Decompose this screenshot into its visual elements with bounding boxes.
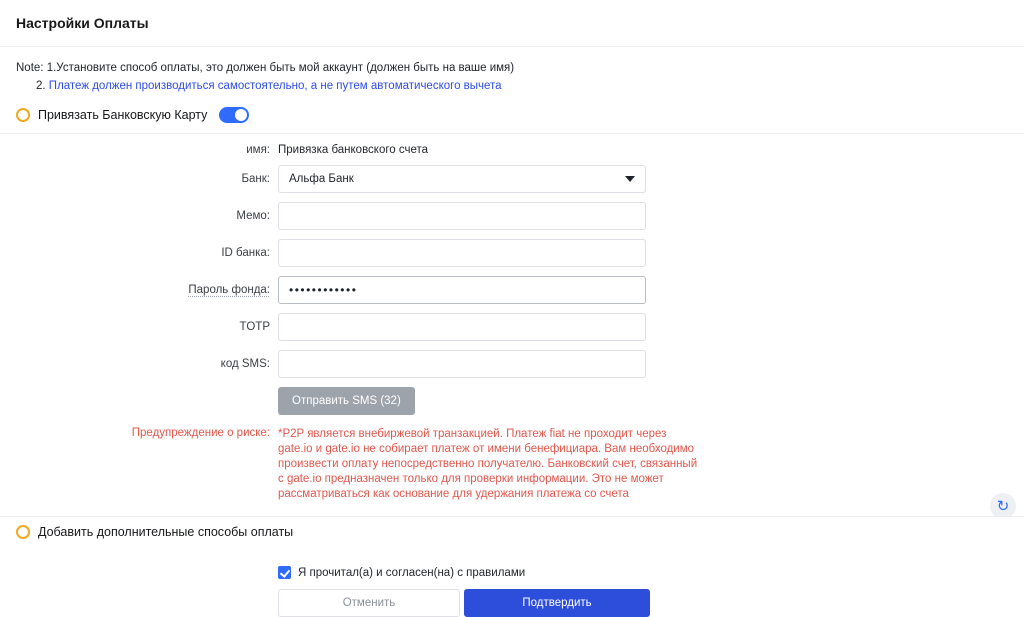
- agreement-label: Я прочитал(а) и согласен(на) с правилами: [298, 566, 526, 579]
- note-item-2-index: 2.: [36, 80, 46, 92]
- refresh-glyph: ↻: [996, 498, 1010, 515]
- bind-bank-card-label: Привязать Банковскую Карту: [38, 108, 208, 122]
- bank-id-field[interactable]: [278, 239, 646, 267]
- totp-field[interactable]: [278, 313, 646, 341]
- risk-warning-label: Предупреждение о риске:: [131, 427, 270, 439]
- sms-code-field[interactable]: [278, 350, 646, 378]
- bank-label: Банк:: [241, 173, 270, 185]
- memo-label: Мемо:: [236, 210, 270, 222]
- note-item-2-text-b: не путем автоматического вычета: [320, 80, 502, 92]
- page-title: Настройки Оплаты: [16, 15, 149, 31]
- spacer: [0, 589, 278, 617]
- bank-id-input[interactable]: [289, 246, 635, 260]
- form-actions: [0, 589, 1024, 617]
- form-row-sms-code: [0, 350, 1024, 378]
- form-row-name: [0, 144, 1024, 156]
- fund-password-field[interactable]: [278, 276, 646, 304]
- form-row-bank-id: [0, 239, 1024, 267]
- page-header: [0, 0, 1024, 47]
- send-sms-row: [0, 387, 1024, 415]
- form-row-totp: [0, 313, 1024, 341]
- memo-field[interactable]: [278, 202, 646, 230]
- confirm-button[interactable]: Подтвердить: [464, 589, 650, 617]
- agreement-row: [0, 566, 1024, 579]
- fund-password-label: Пароль фонда:: [188, 284, 270, 296]
- note-item-2-text-a: Платеж должен производиться самостоятельно, а: [48, 80, 318, 92]
- notes-block: [0, 47, 1024, 99]
- form-row-fund-password: [0, 276, 1024, 304]
- toggle-knob: [235, 109, 247, 121]
- totp-input[interactable]: [289, 320, 635, 334]
- name-value: Привязка банковского счета: [278, 144, 429, 156]
- fund-password-value: ••••••••••••: [289, 283, 358, 297]
- risk-paragraph-1: *P2P является внебиржевой транзакцией. Платеж fiat не проходит через gate.io и gate.io не собирает платеж от имени бенефициара. Вам необходимо произвести оплату непосредственно получателю. Банковский счет, связанный с gate.io предназначен только для проверки информации. Это не может рассматриваться как основание для удержания платежа со счета: [278, 428, 698, 500]
- additional-payment-section[interactable]: [0, 516, 1024, 547]
- bind-bank-card-section[interactable]: [0, 99, 1024, 134]
- sms-code-input[interactable]: [289, 357, 635, 371]
- agreement-checkbox[interactable]: [278, 566, 291, 579]
- sms-code-label: код SMS:: [220, 358, 270, 370]
- circle-bullet-icon: [16, 108, 30, 122]
- form-row-bank: [0, 165, 1024, 193]
- spacer: [0, 387, 278, 415]
- send-sms-button[interactable]: Отправить SMS (32): [278, 387, 415, 415]
- additional-payment-label: Добавить дополнительные способы оплаты: [38, 525, 294, 539]
- name-label: имя:: [246, 144, 270, 156]
- note-line-2: [16, 77, 1008, 95]
- note-line-1: [16, 59, 1008, 77]
- chevron-down-icon: [625, 176, 635, 182]
- cancel-button[interactable]: Отменить: [278, 589, 460, 617]
- circle-bullet-icon: [16, 525, 30, 539]
- bank-select[interactable]: [278, 165, 646, 193]
- bank-id-label: ID банка:: [221, 247, 270, 259]
- form-row-memo: [0, 202, 1024, 230]
- totp-label: TOTP: [239, 321, 270, 333]
- memo-input[interactable]: [289, 209, 635, 223]
- bind-bank-card-toggle[interactable]: [219, 107, 249, 123]
- note-prefix: Note:: [16, 62, 44, 74]
- bank-select-value: Альфа Банк: [289, 173, 354, 185]
- note-item-1: 1.Установите способ оплаты, это должен быть мой аккаунт (должен быть на ваше имя): [46, 62, 515, 74]
